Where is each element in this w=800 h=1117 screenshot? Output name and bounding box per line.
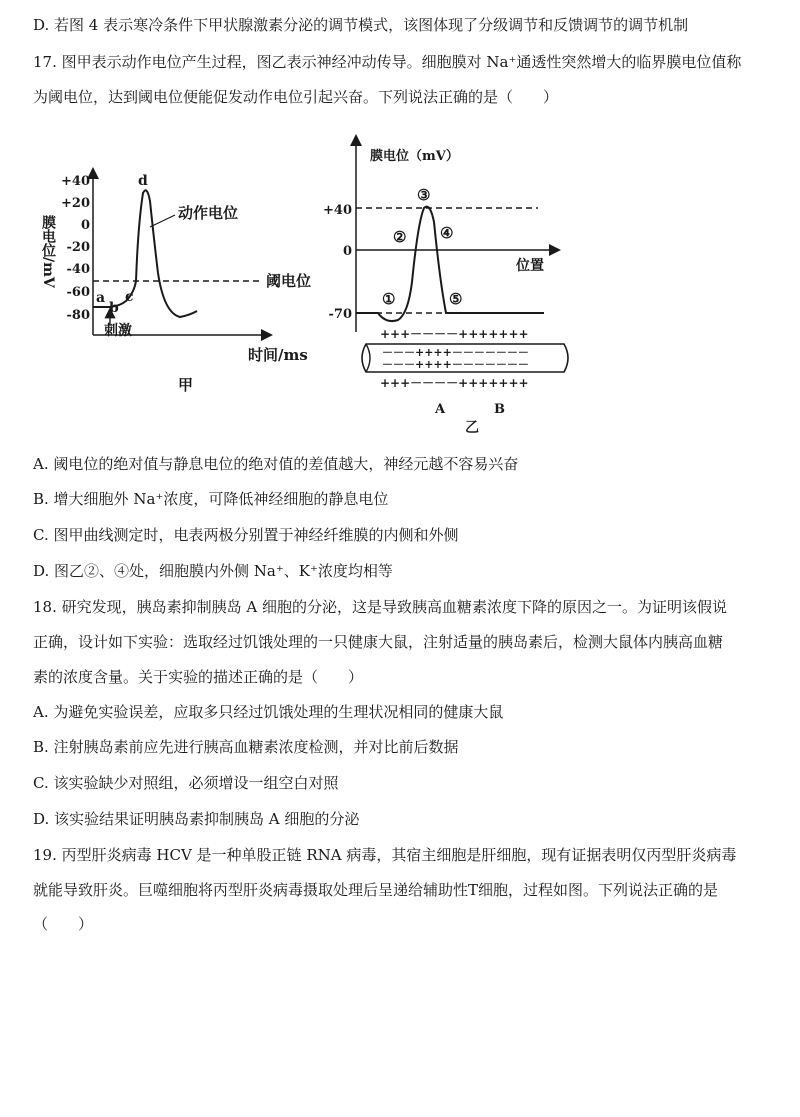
yi-fiber-end [366, 344, 370, 372]
jia-point-d: d [138, 173, 148, 189]
yi-charge-top: +++－－－－+++++++ [380, 327, 529, 341]
yi-ytick: +40 [323, 203, 352, 218]
jia-ytick: -40 [66, 262, 90, 277]
q17-option-a: A. 阈电位的绝对值与静息电位的绝对值的差值越大，神经元越不容易兴奋 [33, 455, 519, 473]
q19-stem-line-1: 19. 丙型肝炎病毒 HCV 是一种单股正链 RNA 病毒，其宿主细胞是肝细胞，现有证据表明仅丙型肝炎病毒 [33, 846, 737, 864]
q17-stem-line-1: 17. 图甲表示动作电位产生过程，图乙表示神经冲动传导。细胞膜对 Na⁺通透性突然增大的临界膜电位值称 [33, 53, 742, 71]
q19-stem-line-3: （ ） [33, 915, 94, 933]
jia-stimulus-label: 刺激 [104, 323, 132, 339]
yi-marker-2: ② [393, 228, 407, 246]
yi-ytick: -70 [328, 307, 352, 322]
jia-ytick: -60 [66, 285, 90, 300]
q17-option-c: C. 图甲曲线测定时，电表两极分别置于神经纤维膜的内侧和外侧 [33, 526, 459, 544]
yi-caption: 乙 [465, 420, 479, 436]
jia-point-c: c [125, 289, 134, 305]
jia-x-label: 时间/ms [248, 346, 308, 364]
q18-option-c: C. 该实验缺少对照组，必须增设一组空白对照 [33, 774, 339, 792]
jia-caption: 甲 [178, 376, 194, 394]
yi-y-label: 膜电位（mV） [370, 149, 459, 164]
yi-marker-5: ⑤ [449, 290, 463, 308]
yi-marker-1: ① [382, 290, 396, 308]
jia-ytick: 0 [80, 218, 90, 233]
yi-marker-4: ④ [440, 224, 454, 242]
q18-stem-line-2: 正确，设计如下实验：选取经过饥饿处理的一只健康大鼠，注射适量的胰岛素后，检测大鼠体内胰高血糖 [33, 633, 724, 651]
jia-curve-label: 动作电位 [178, 204, 239, 222]
yi-charge-inner-2: －－－++++－－－－－－－ [382, 358, 529, 371]
yi-charge-bottom: +++－－－－+++++++ [380, 376, 529, 390]
jia-ytick: +20 [61, 196, 90, 211]
yi-marker-3: ③ [417, 186, 431, 204]
q17-option-d: D. 图乙②、④处，细胞膜内外侧 Na⁺、K⁺浓度均相等 [33, 562, 393, 580]
q19-stem-line-2: 就能导致肝炎。巨噬细胞将丙型肝炎病毒摄取处理后呈递给辅助性T细胞，过程如图。下列说法正确的是 [33, 881, 719, 899]
figure-yi [320, 132, 580, 437]
q18-stem-line-1: 18. 研究发现，胰岛素抑制胰岛 A 细胞的分泌，这是导致胰高血糖素浓度下降的原因之一。为证明该假说 [33, 598, 727, 616]
jia-point-b: b [109, 300, 119, 316]
jia-ytick: +40 [61, 174, 90, 189]
q17-option-b: B. 增大细胞外 Na⁺浓度，可降低神经细胞的静息电位 [33, 490, 389, 508]
q18-option-d: D. 该实验结果证明胰岛素抑制胰岛 A 细胞的分泌 [33, 810, 360, 828]
q18-option-a: A. 为避免实验误差，应取多只经过饥饿处理的生理状况相同的健康大鼠 [33, 703, 504, 721]
q18-option-b: B. 注射胰岛素前应先进行胰高血糖素浓度检测，并对比前后数据 [33, 738, 459, 756]
yi-label-a: A [435, 402, 446, 417]
yi-charge-inner-1: －－－++++－－－－－－－ [382, 346, 529, 359]
jia-threshold-label: 阈电位 [266, 272, 312, 290]
q16-option-d: D. 若图 4 表示寒冷条件下甲状腺激素分泌的调节模式，该图体现了分级调节和反馈调节的调节机制 [33, 16, 689, 34]
yi-label-b: B [494, 402, 505, 417]
jia-point-a: a [96, 290, 106, 306]
jia-ytick: -20 [66, 240, 90, 255]
jia-ytick: -80 [66, 308, 90, 323]
jia-curve-pointer [150, 215, 175, 227]
yi-x-label: 位置 [516, 258, 544, 274]
q18-stem-line-3: 素的浓度含量。关于实验的描述正确的是（ ） [33, 668, 364, 686]
yi-ytick: 0 [342, 244, 352, 259]
q17-stem-line-2: 为阈电位，达到阈电位便能促发动作电位引起兴奋。下列说法正确的是（ ） [33, 88, 559, 106]
figure-jia [30, 165, 330, 400]
jia-y-label: 膜电位/mV [40, 215, 56, 288]
